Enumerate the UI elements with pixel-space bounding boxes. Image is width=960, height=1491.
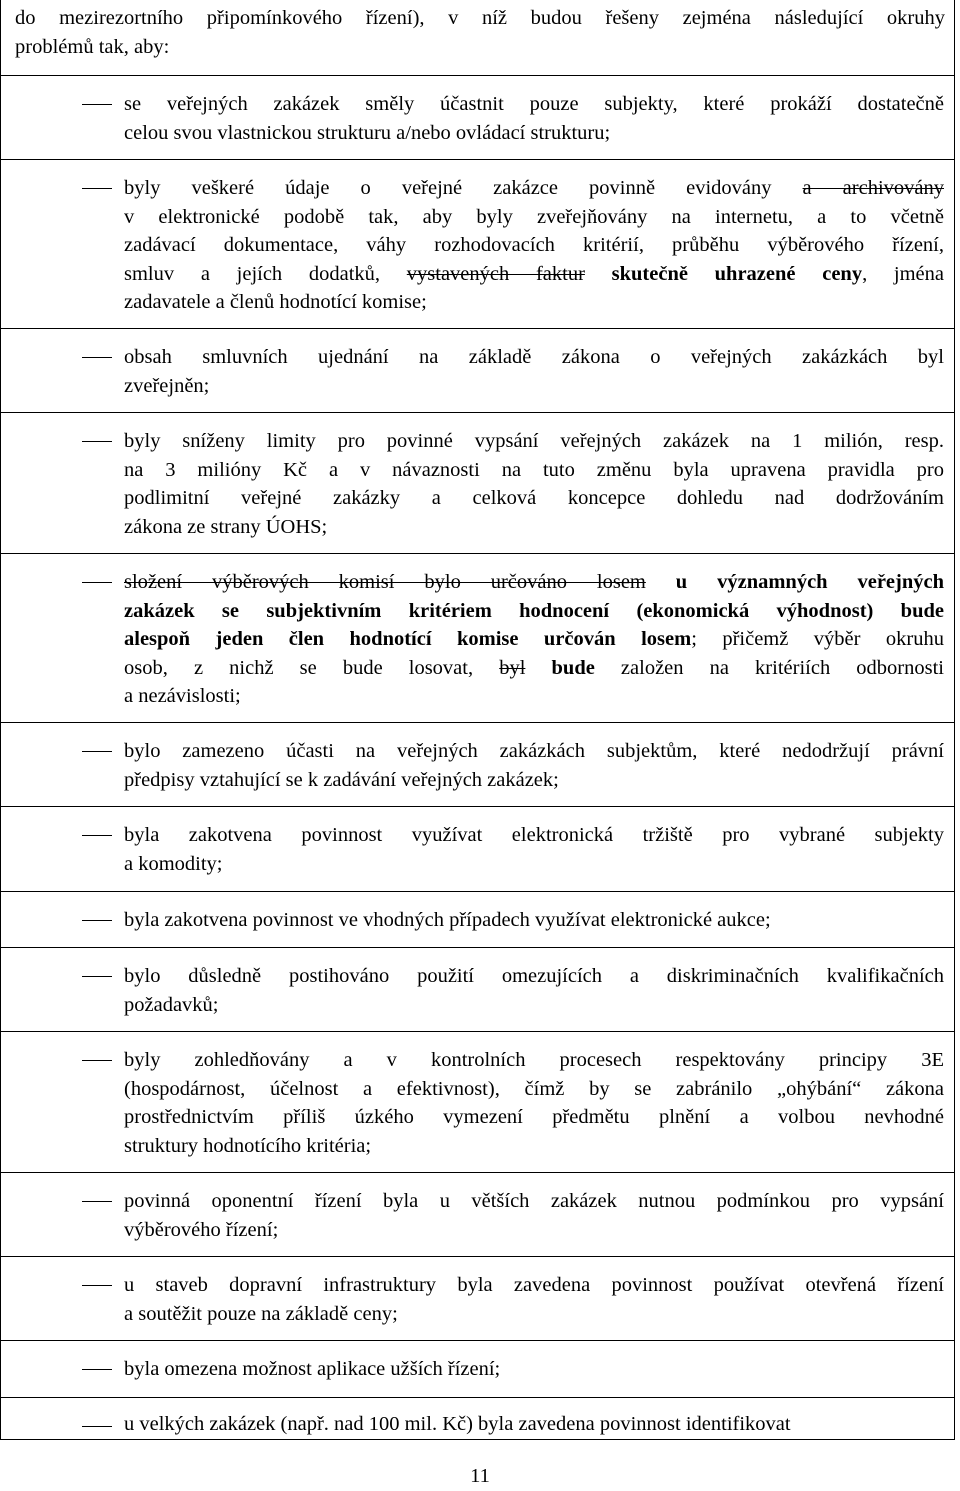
item-text-segment: u velkých zakázek (např. nad 100 mil. Kč) byla zavedena povinnost identifikovat: [124, 1413, 791, 1435]
item-line: [124, 962, 944, 991]
item-line: [124, 568, 944, 597]
list-item-cell: [1, 1256, 954, 1340]
item-text: [124, 1355, 944, 1384]
item-text: [124, 343, 944, 400]
struck-text: a archivovány: [802, 177, 944, 199]
intro-line: do mezirezortního připomínkového řízení), v níž budou řešeny zejména následující okruhy: [15, 7, 945, 29]
item-line: [124, 343, 944, 372]
item-text-segment: byly sníženy limity pro povinné vypsání veřejných zakázek na 1 milión, resp.: [124, 430, 944, 452]
list-item-cell: [1, 412, 954, 553]
item-text-segment: u staveb dopravní infrastruktury byla zavedena povinnost používat otevřená řízení: [124, 1274, 944, 1296]
item-line: [124, 1300, 944, 1329]
item-text-segment: zákona ze strany ÚOHS;: [124, 515, 328, 538]
list-item-cell: [1, 722, 954, 806]
item-text-segment: smluv a jejích dodatků,: [124, 262, 407, 285]
item-text-segment: zveřejněn;: [124, 374, 210, 397]
dash-bullet: [82, 976, 112, 977]
item-line: [124, 1187, 944, 1216]
item-text-segment: prostřednictvím příliš úzkého vymezení předmětu plnění a volbou nevhodné: [124, 1106, 944, 1128]
item-text-segment: se veřejných zakázek směly účastnit pouze subjekty, které prokáží dostatečně: [124, 93, 944, 115]
item-text-segment: povinná oponentní řízení byla u větších zakázek nutnou podmínkou pro vypsání: [124, 1190, 944, 1212]
item-text-segment: struktury hodnotícího kritéria;: [124, 1134, 372, 1157]
list-item-cell: [1, 891, 954, 947]
item-line: [124, 737, 944, 766]
item-line: [124, 427, 944, 456]
intro-paragraph: [15, 4, 945, 61]
item-line: [124, 850, 944, 879]
item-line: [124, 90, 944, 119]
list-item-cell: [1, 1397, 954, 1439]
dash-bullet: [82, 1201, 112, 1202]
item-text-segment: bylo zamezeno účasti na veřejných zakázkách subjektům, které nedodržují právní: [124, 740, 944, 762]
dash-bullet: [82, 835, 112, 836]
item-line: [124, 597, 944, 626]
item-line: [124, 260, 944, 289]
item-line: [124, 1046, 944, 1075]
item-text-segment: zadavatele a členů hodnotící komise;: [124, 291, 427, 313]
bold-text: alespoň jeden člen hodnotící komise určován losem: [124, 628, 692, 650]
dash-bullet: [82, 441, 112, 442]
intro-line: problémů tak, aby:: [15, 35, 170, 58]
item-line: [124, 682, 944, 711]
item-line: [124, 231, 944, 260]
list-item-cell: [1, 1031, 954, 1172]
struck-text: složení výběrových komisí bylo určováno losem: [124, 571, 646, 593]
dash-bullet: [82, 1285, 112, 1286]
item-text: [124, 568, 944, 711]
list-item-cell: [1, 806, 954, 891]
item-text: [124, 174, 944, 317]
item-text-segment: , jména: [862, 262, 945, 285]
list-item-cell: [1, 1172, 954, 1256]
struck-text: byl: [499, 656, 526, 679]
item-line: [124, 203, 944, 232]
item-text-segment: ; přičemž výběr okruhu: [691, 628, 944, 650]
dash-bullet: [82, 1369, 112, 1370]
list-item-cell: [1, 328, 954, 412]
item-text-segment: celou svou vlastnickou strukturu a/nebo ovládací strukturu;: [124, 121, 611, 144]
item-line: [124, 1075, 944, 1104]
intro-cell: [1, 0, 954, 75]
item-line: [124, 821, 944, 850]
item-text-segment: na 3 milióny Kč a v návaznosti na tuto změnu byla upravena pravidla pro: [124, 458, 944, 481]
item-text: [124, 90, 944, 147]
bold-text: u významných veřejných: [675, 571, 944, 593]
bold-text: skutečně uhrazené ceny: [611, 262, 863, 285]
item-line: [124, 372, 944, 401]
item-text-segment: předpisy vztahující se k zadávání veřejných zakázek;: [124, 768, 559, 791]
item-line: [124, 288, 944, 317]
item-text-segment: [646, 571, 676, 593]
dash-bullet: [82, 751, 112, 752]
item-line: [124, 625, 944, 654]
dash-bullet: [82, 920, 112, 921]
item-line: [124, 906, 944, 935]
item-text-segment: (hospodárnost, účelnost a efektivnost), čímž by se zabránilo „ohýbání“ zákona: [124, 1077, 944, 1100]
item-text-segment: a soutěžit pouze na základě ceny;: [124, 1302, 398, 1325]
item-text-segment: a komodity;: [124, 852, 223, 875]
item-text: [124, 962, 944, 1019]
dash-bullet: [82, 104, 112, 105]
item-text: [124, 906, 944, 935]
item-line: [124, 119, 944, 148]
item-text-segment: v elektronické podobě tak, aby byly zveřejňovány na internetu, a to včetně: [124, 205, 944, 228]
item-line: [124, 1410, 944, 1439]
item-text: [124, 427, 944, 541]
item-text-segment: podlimitní veřejné zakázky a celková koncepce dohledu nad dodržováním: [124, 487, 944, 509]
list-item-cell: [1, 553, 954, 722]
item-line: [124, 1216, 944, 1245]
item-text-segment: byly zohledňovány a v kontrolních procesech respektovány principy 3E: [124, 1049, 944, 1071]
item-text: [124, 1187, 944, 1244]
item-text-segment: bylo důsledně postihováno použití omezujících a diskriminačních kvalifikačních: [124, 965, 944, 987]
item-line: [124, 766, 944, 795]
dash-bullet: [82, 188, 112, 189]
dash-bullet: [82, 1426, 112, 1427]
item-text-segment: byly veškeré údaje o veřejné zakázce povinně evidovány: [124, 177, 803, 199]
item-line: [124, 1132, 944, 1161]
item-line: [124, 1271, 944, 1300]
item-text: [124, 1046, 944, 1160]
list-item-cell: [1, 159, 954, 328]
item-line: [124, 1103, 944, 1132]
item-line: [124, 484, 944, 513]
item-text-segment: výběrového řízení;: [124, 1218, 279, 1241]
bold-text: bude: [551, 656, 595, 679]
item-text: [124, 1410, 944, 1439]
item-text-segment: a nezávislosti;: [124, 685, 241, 707]
item-line: [124, 513, 944, 542]
item-text: [124, 737, 944, 794]
item-text-segment: [585, 263, 612, 285]
item-line: [124, 456, 944, 485]
dash-bullet: [82, 1060, 112, 1061]
item-line: [124, 991, 944, 1020]
page-number: 11: [470, 1465, 490, 1487]
item-text-segment: [525, 657, 551, 679]
item-text-segment: byla zakotvena povinnost využívat elektronická tržiště pro vybrané subjekty: [124, 824, 944, 846]
item-text-segment: osob, z nichž se bude losovat,: [124, 656, 500, 679]
dash-bullet: [82, 357, 112, 358]
item-text-segment: obsah smluvních ujednání na základě zákona o veřejných zakázkách byl: [124, 346, 944, 368]
list-item-cell: [1, 75, 954, 159]
item-text: [124, 1271, 944, 1328]
item-text-segment: byla zakotvena povinnost ve vhodných případech využívat elektronické aukce;: [124, 909, 771, 931]
item-line: [124, 1355, 944, 1384]
bold-text: zakázek se subjektivním kritériem hodnocení (ekonomická výhodnost) bude: [124, 599, 944, 622]
item-line: [124, 174, 944, 203]
item-text-segment: byla omezena možnost aplikace užších řízení;: [124, 1358, 501, 1380]
struck-text: vystavených faktur: [406, 262, 585, 285]
list-item-cell: [1, 947, 954, 1031]
item-text-segment: založen na kritériích odbornosti: [594, 656, 944, 679]
item-text-segment: zadávací dokumentace, váhy rozhodovacích kritérií, průběhu výběrového řízení,: [124, 234, 944, 256]
dash-bullet: [82, 582, 112, 583]
item-text-segment: požadavků;: [124, 993, 219, 1016]
list-item-cell: [1, 1340, 954, 1397]
item-text: [124, 821, 944, 878]
item-line: [124, 654, 944, 683]
